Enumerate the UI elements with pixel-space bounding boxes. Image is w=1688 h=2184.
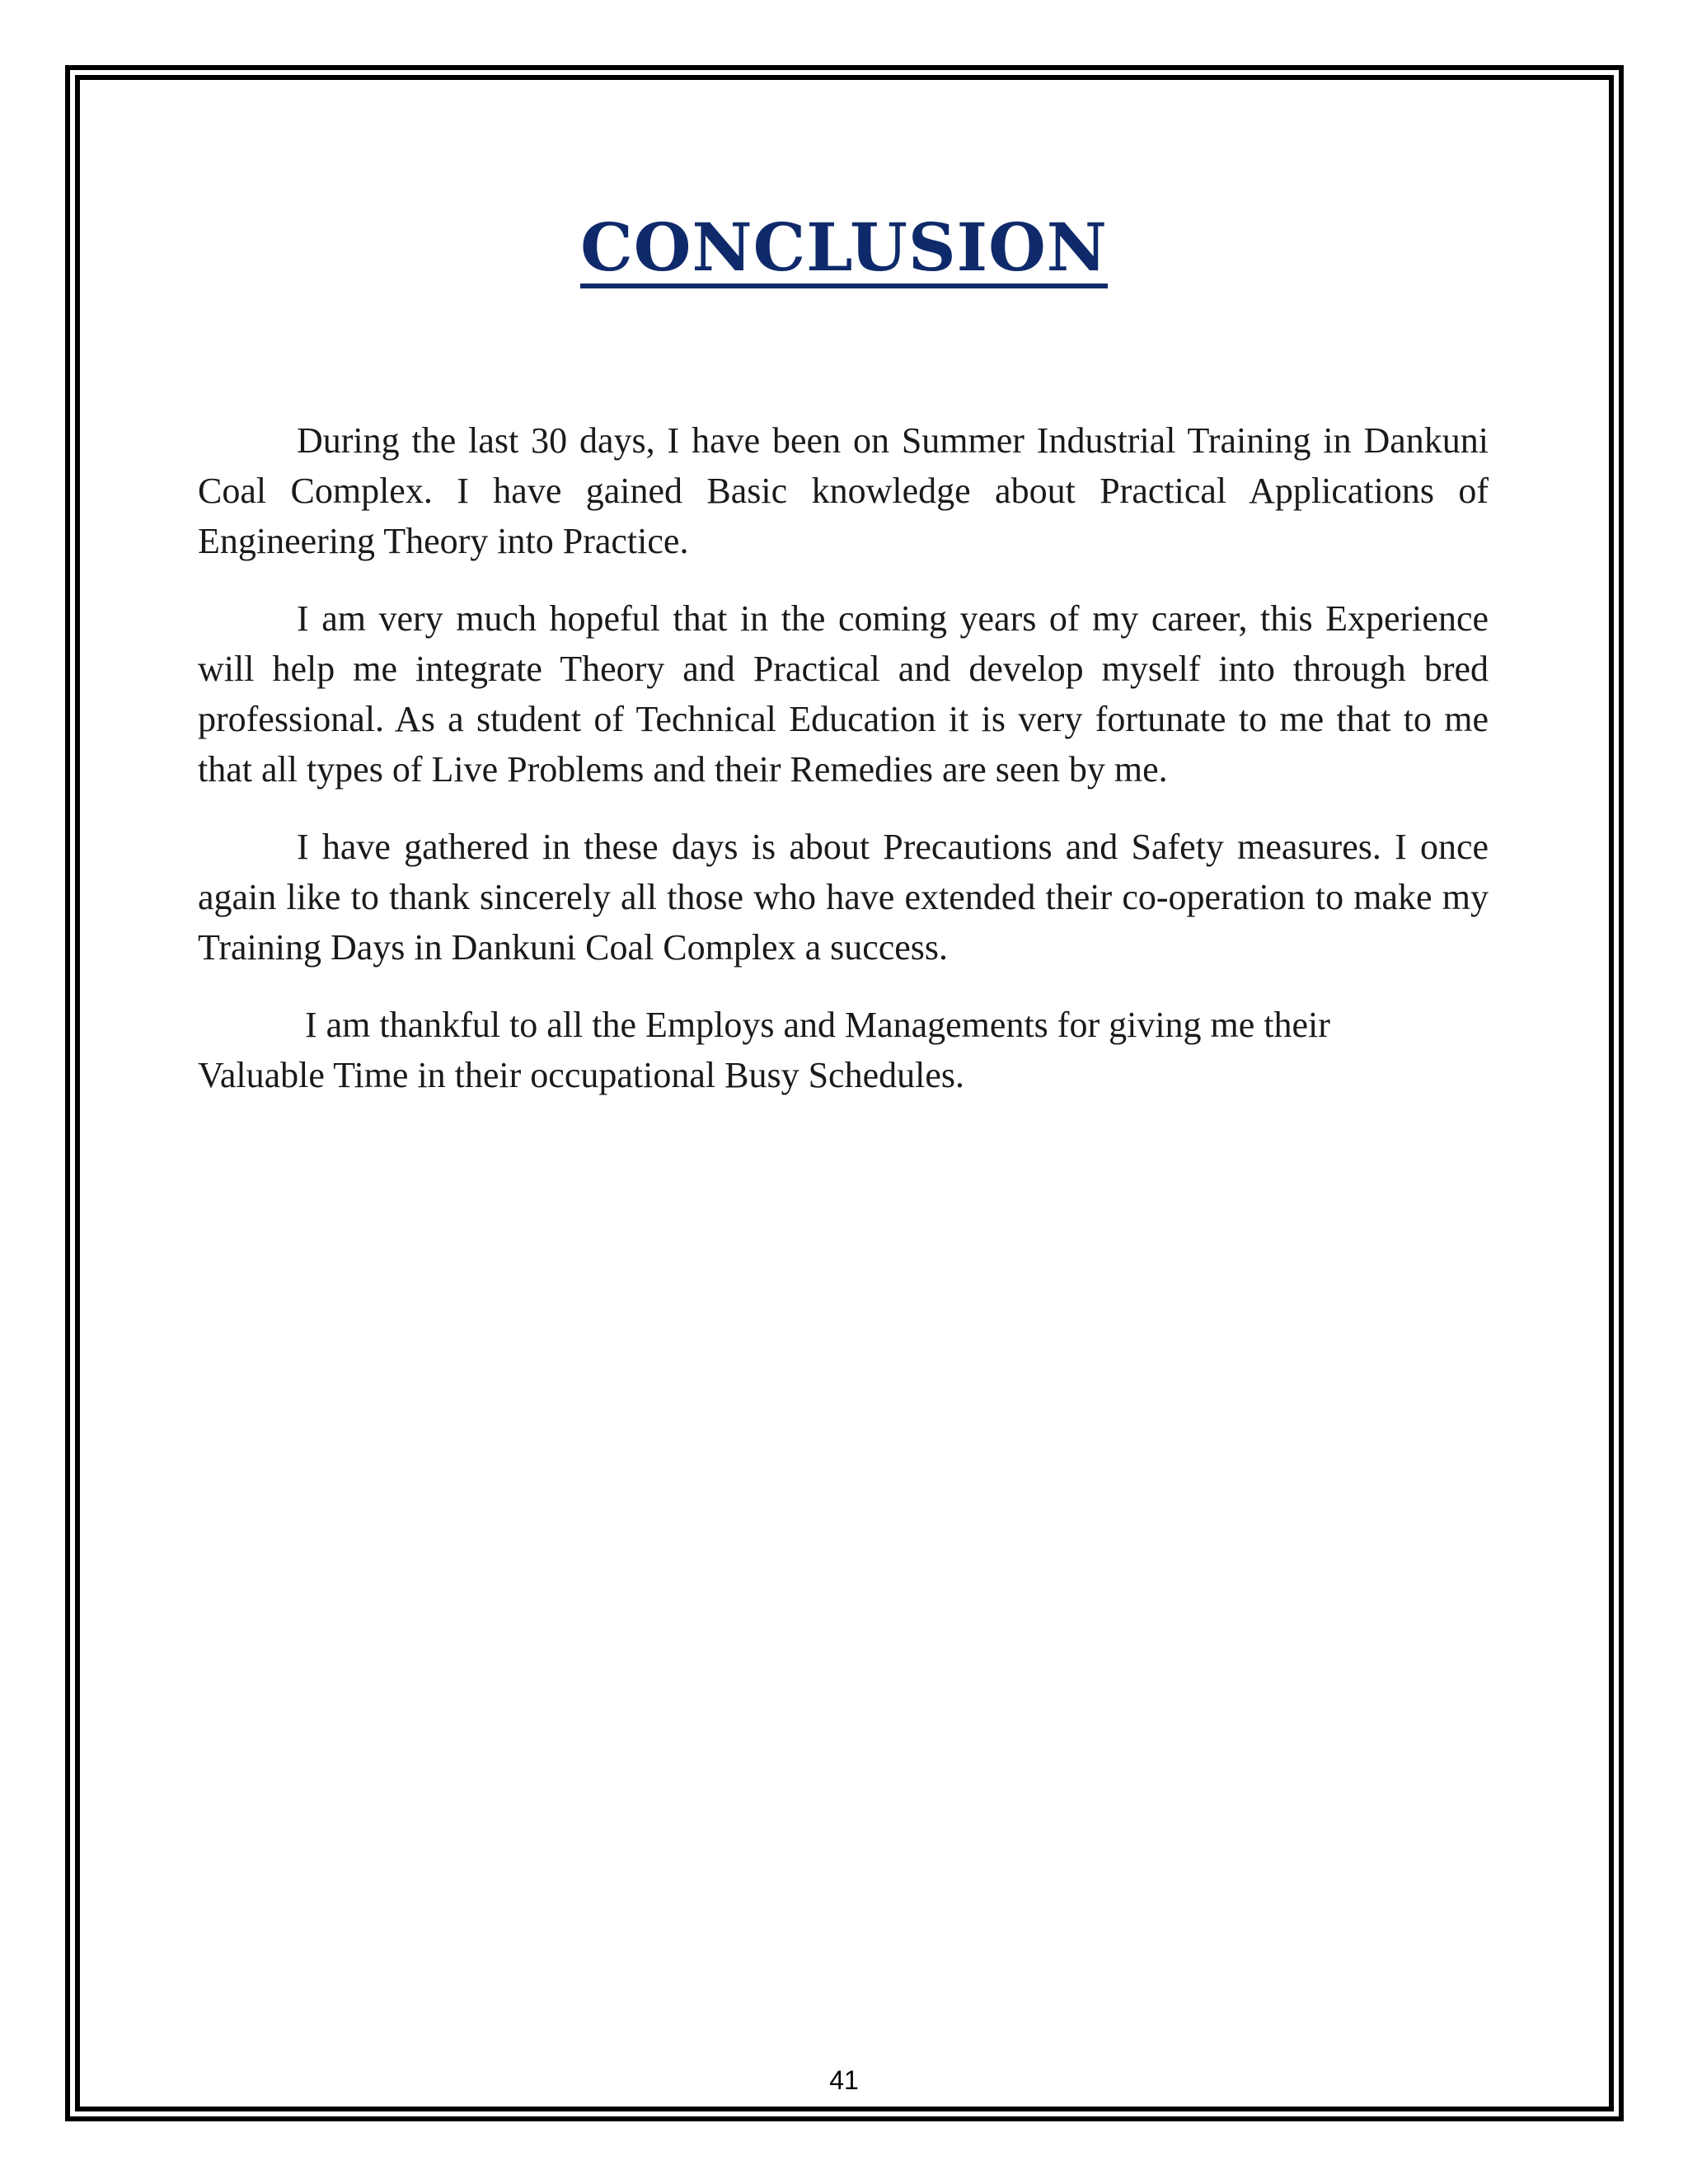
paragraph-1: During the last 30 days, I have been on Summer Industrial Training in Dankuni Coal Complex. I have gained Basic knowledge about Practical Applications of Engineering Theory into Practice.	[198, 420, 1489, 561]
paragraph-4: I am thankful to all the Employs and Managements for giving me their Valuable Time in their occupational Busy Schedules.	[198, 1005, 1330, 1095]
paragraph-3: I have gathered in these days is about Precautions and Safety measures. I once again like to thank sincerely all those who have extended their co-operation to make my Training Days in Dankuni Coal Complex a success.	[198, 827, 1489, 968]
paragraph-2: I am very much hopeful that in the coming years of my career, this Experience will help me integrate Theory and Practical and develop myself into through bred professional. As a student of Technical Education it is very fortunate to me that to me that all types of Live Problems and their Remedies are seen by me.	[198, 598, 1489, 790]
page-title: CONCLUSION	[580, 213, 1108, 288]
body-text	[198, 415, 1489, 1127]
page-number: 41	[829, 2065, 859, 2095]
page-title-wrapper	[0, 209, 1688, 288]
